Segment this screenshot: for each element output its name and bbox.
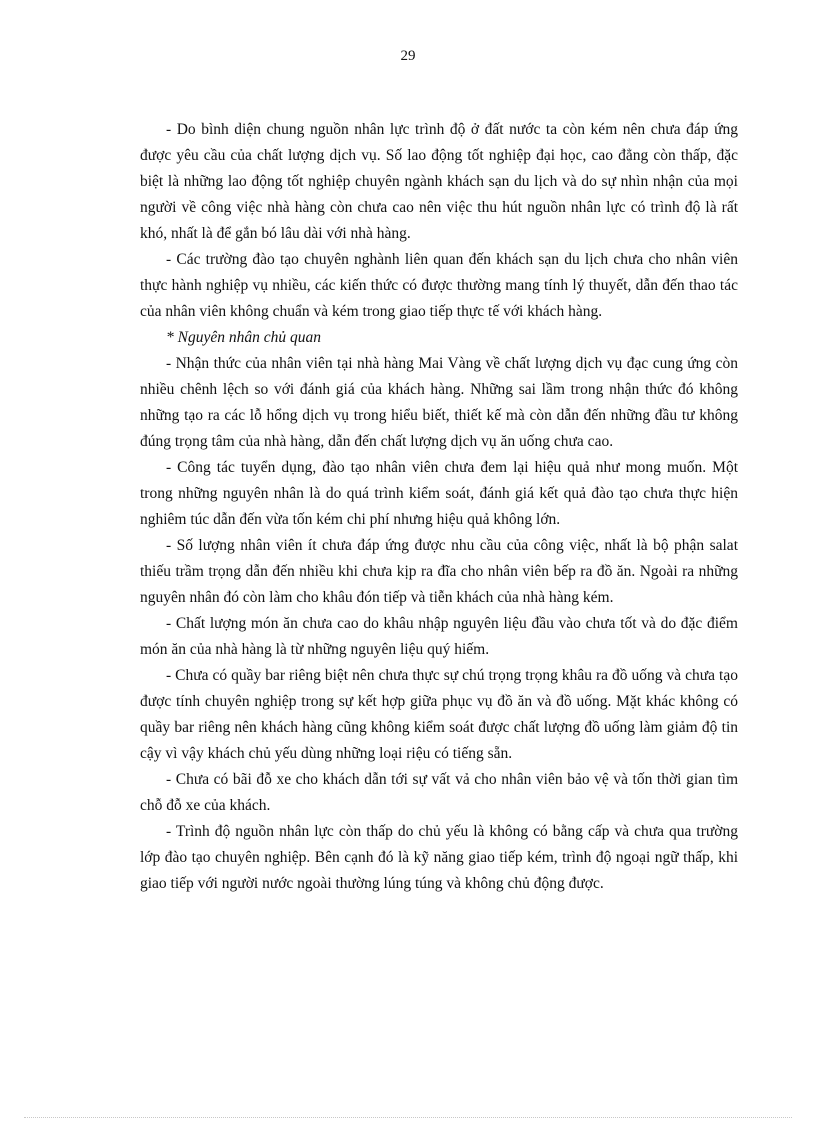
page-bottom-divider bbox=[24, 1117, 792, 1118]
paragraph-human-resource-level: - Do bình diện chung nguồn nhân lực trình độ ở đất nước ta còn kém nên chưa đáp ứng được yêu cầu của chất lượng dịch vụ. Số lao động tốt nghiệp đại học, cao đẳng còn thấp, đặc biệt là những lao động tốt nghiệp chuyên ngành khách sạn du lịch và do sự nhìn nhận của mọi người về công việc nhà hàng còn chưa cao nên việc thu hút nguồn nhân lực có trình độ là rất khó, nhất là để gắn bó lâu dài với nhà hàng. bbox=[140, 121, 738, 242]
paragraph-bar-counter: - Chưa có quầy bar riêng biệt nên chưa thực sự chú trọng trọng khâu ra đồ uống và chưa tạo được tính chuyên nghiệp trong sự kết hợp giữa phục vụ đồ ăn và đồ uống. Mặt khác không có quầy bar riêng nên khách hàng cũng không kiểm soát được chất lượng đồ uống làm giảm độ tin cậy vì vậy khách chủ yếu dùng những loại riệu có tiếng sẵn. bbox=[140, 667, 738, 762]
paragraph-recruitment-training: - Công tác tuyển dụng, đào tạo nhân viên chưa đem lại hiệu quả như mong muốn. Một trong những nguyên nhân là do quá trình kiểm soát, đánh giá kết quả đào tạo chưa thực hiện nghiêm túc dẫn đến vừa tốn kém chi phí nhưng hiệu quả không lớn. bbox=[140, 459, 738, 528]
paragraph-staff-qualification: - Trình độ nguồn nhân lực còn thấp do chủ yếu là không có bằng cấp và chưa qua trường lớp đào tạo chuyên nghiệp. Bên cạnh đó là kỹ năng giao tiếp kém, trình độ ngoại ngữ thấp, khi giao tiếp với người nước ngoài thường lúng túng và không chủ động được. bbox=[140, 823, 738, 892]
paragraph-staff-shortage: - Số lượng nhân viên ít chưa đáp ứng được nhu cầu của công việc, nhất là bộ phận salat thiếu trầm trọng dẫn đến nhiều khi chưa kịp ra đĩa cho nhân viên bếp ra đồ ăn. Ngoài ra những nguyên nhân đó còn làm cho khâu đón tiếp và tiễn khách của nhà hàng kém. bbox=[140, 537, 738, 606]
section-heading-subjective-causes: * Nguyên nhân chủ quan bbox=[166, 329, 321, 346]
paragraph-staff-awareness: - Nhận thức của nhân viên tại nhà hàng Mai Vàng về chất lượng dịch vụ đạc cung ứng còn nhiều chênh lệch so với đánh giá của khách hàng. Những sai lầm trong nhận thức đó không những tạo ra các lỗ hổng dịch vụ trong hiểu biết, thiết kế mà còn dẫn đến những đầu tư không đúng trọng tâm của nhà hàng, dẫn đến chất lượng dịch vụ ăn uống chưa cao. bbox=[140, 355, 738, 450]
document-body bbox=[140, 117, 738, 897]
page-number: 29 bbox=[400, 48, 416, 64]
paragraph-training-schools: - Các trường đào tạo chuyên nghành liên quan đến khách sạn du lịch chưa cho nhân viên thực hành nghiệp vụ nhiều, các kiến thức có được thường mang tính lý thuyết, dẫn đến thao tác của nhân viên không chuẩn và kém trong giao tiếp thực tế với khách hàng. bbox=[140, 251, 738, 320]
paragraph-food-quality: - Chất lượng món ăn chưa cao do khâu nhập nguyên liệu đầu vào chưa tốt và do đặc điểm món ăn của nhà hàng là từ những nguyên liệu quý hiếm. bbox=[140, 615, 738, 658]
paragraph-parking: - Chưa có bãi đỗ xe cho khách dẫn tới sự vất vả cho nhân viên bảo vệ và tốn thời gian tìm chỗ đỗ xe của khách. bbox=[140, 771, 738, 814]
